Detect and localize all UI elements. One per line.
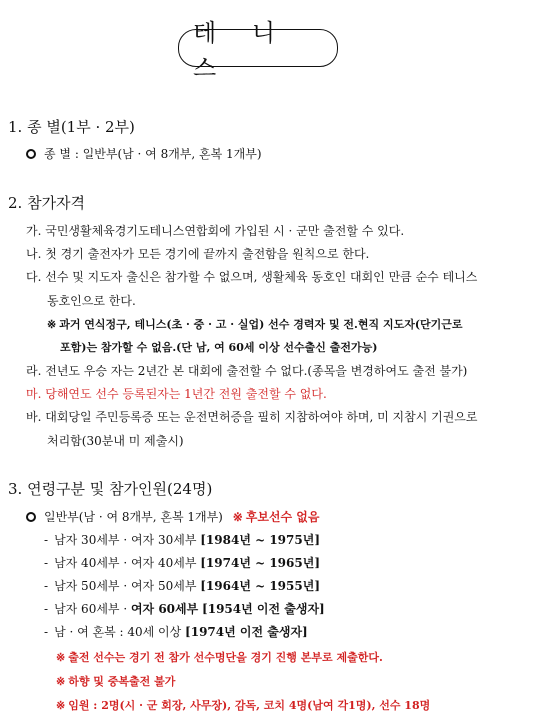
eligibility-note-line1 bbox=[47, 316, 463, 332]
age-division-bullet-text: 일반부(남 · 여 8개부, 혼복 1개부) bbox=[44, 510, 223, 524]
reference-mark-icon: ※ bbox=[56, 651, 66, 664]
dash-marker: - bbox=[44, 556, 49, 570]
age-row bbox=[44, 623, 308, 640]
age-row-label: 남자 60세부 · bbox=[54, 602, 131, 616]
participation-note-text: 하향 및 중복출전 불가 bbox=[68, 675, 176, 688]
reference-mark-icon: ※ bbox=[232, 510, 243, 524]
age-row bbox=[44, 554, 320, 571]
eligibility-note-line2: 포함)는 참가할 수 없음.(단 남, 여 60세 이상 선수출신 출전가능) bbox=[60, 341, 378, 354]
participation-note-text: 출전 선수는 경기 전 참가 선수명단을 경기 진행 본부로 제출한다. bbox=[68, 651, 383, 664]
dash-marker: - bbox=[44, 602, 49, 616]
participation-note bbox=[56, 673, 175, 689]
age-division-bullet bbox=[26, 508, 319, 525]
circle-bullet-icon bbox=[26, 512, 36, 522]
eligibility-da-line2: 동호인으로 한다. bbox=[47, 294, 136, 308]
section-2-heading: 2. 참가자격 bbox=[8, 194, 86, 212]
eligibility-ra: 라. 전년도 우승 자는 2년간 본 대회에 출전할 수 없다.(종목을 변경하여도 출전 불가) bbox=[26, 364, 468, 378]
age-row-label: 남자 30세부 · 여자 30세부 bbox=[54, 533, 197, 547]
age-row bbox=[44, 577, 320, 594]
section-1-item bbox=[26, 145, 262, 162]
section-3-heading: 3. 연령구분 및 참가인원(24명) bbox=[8, 480, 213, 498]
eligibility-ba-line1: 바. 대회당일 주민등록증 또는 운전면허증을 필히 지참하여야 하며, 미 지참시 기권으로 bbox=[26, 410, 478, 424]
dash-marker: - bbox=[44, 579, 49, 593]
age-row-range: [1974년 이전 출생자] bbox=[185, 625, 308, 639]
eligibility-ba-line2: 처리함(30분내 미 제출시) bbox=[47, 434, 184, 448]
age-row-label-bold: 여자 60세부 bbox=[130, 602, 199, 616]
reference-mark-icon: ※ bbox=[56, 699, 66, 712]
page-title-box bbox=[178, 19, 338, 82]
section-1-heading: 1. 종 별(1부 · 2부) bbox=[8, 118, 135, 136]
reference-mark-icon: ※ bbox=[47, 318, 57, 331]
participation-note bbox=[56, 649, 383, 665]
reference-mark-icon: ※ bbox=[56, 675, 66, 688]
no-substitutes-note bbox=[233, 510, 320, 524]
age-row bbox=[44, 531, 320, 548]
section-1-item-text: 종 별 : 일반부(남 · 여 8개부, 혼복 1개부) bbox=[44, 147, 262, 161]
age-row-range: [1984년 ~ 1975년] bbox=[200, 533, 320, 547]
age-row-range: [1964년 ~ 1955년] bbox=[200, 579, 320, 593]
age-row-range: [1954년 이전 출생자] bbox=[202, 602, 325, 616]
eligibility-na: 나. 첫 경기 출전자가 모든 경기에 끝까지 출전함을 원칙으로 한다. bbox=[26, 247, 370, 261]
dash-marker: - bbox=[44, 625, 49, 639]
no-substitutes-text: 후보선수 없음 bbox=[245, 510, 320, 524]
circle-bullet-icon bbox=[26, 149, 36, 159]
age-row-label: 남자 40세부 · 여자 40세부 bbox=[54, 556, 197, 570]
age-row-label: 남자 50세부 · 여자 50세부 bbox=[54, 579, 197, 593]
dash-marker: - bbox=[44, 533, 49, 547]
eligibility-da-line1: 다. 선수 및 지도자 출신은 참가할 수 없으며, 생활체육 동호인 대회인 만큼 순수 테니스 bbox=[26, 270, 478, 284]
eligibility-note-text1: 과거 연식정구, 테니스(초 · 중 · 고 · 실업) 선수 경력자 및 전.현직 지도자(단기근로 bbox=[59, 318, 463, 331]
participation-note bbox=[56, 697, 430, 713]
eligibility-ma: 마. 당해연도 선수 등록된자는 1년간 전원 출전할 수 없다. bbox=[26, 387, 327, 401]
eligibility-ga: 가. 국민생활체육경기도테니스연합회에 가입된 시 · 군만 출전할 수 있다. bbox=[26, 224, 405, 238]
age-row-range: [1974년 ~ 1965년] bbox=[200, 556, 320, 570]
participation-note-text: 임원 : 2명(시 · 군 회장, 사무장), 감독, 코치 4명(남여 각1명), 선수 18명 bbox=[68, 699, 431, 712]
page-title: 테 니 스 bbox=[193, 19, 289, 82]
age-row-label: 남 · 여 혼복 : 40세 이상 bbox=[54, 625, 186, 639]
age-row bbox=[44, 600, 325, 617]
